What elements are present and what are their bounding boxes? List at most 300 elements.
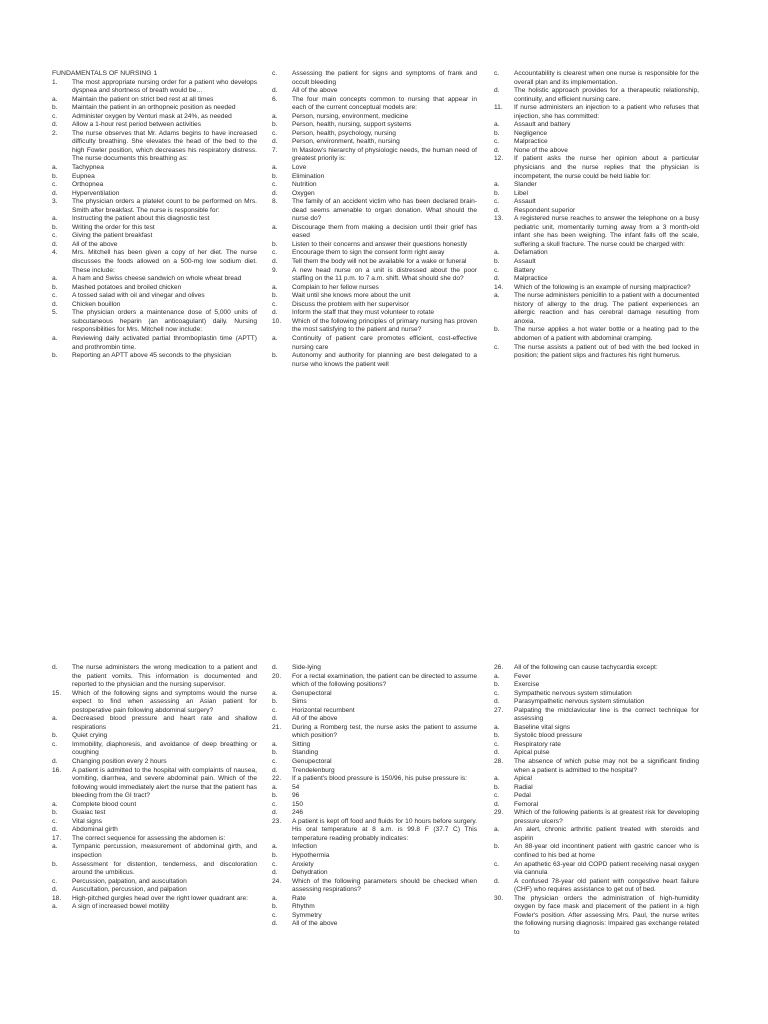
- answer-option: [494, 681, 699, 690]
- option-text: Autonomy and authority for planning are best delegated to a nurse who knows the patient well: [292, 352, 477, 368]
- option-letter: b.: [494, 681, 500, 689]
- option-letter: c.: [494, 70, 500, 77]
- question-text: The absence of which pulse may not be a significant finding when a patient is admitted to the hospital?: [514, 758, 699, 774]
- option-letter: d.: [52, 189, 58, 197]
- top-column-2: [272, 70, 477, 369]
- answer-option: [272, 861, 477, 870]
- option-letter: d.: [272, 920, 278, 928]
- question-text: If patient asks the nurse her opinion about a particular physicians and the nurse replies that the physician is incompetent, the nurse could be held liable for:: [514, 155, 699, 180]
- option-text: Tachypnea: [72, 164, 104, 172]
- answer-option: [52, 215, 257, 224]
- option-text: None of the above: [514, 146, 568, 154]
- option-text: All of the above: [292, 87, 338, 95]
- option-text: Respiratory rate: [514, 740, 561, 748]
- question-number: 7.: [272, 146, 278, 154]
- question-text: The family of an accident victim who has been declared brain-dead seems amenable to organ donation. What should the nurse do?: [292, 198, 477, 223]
- option-letter: d.: [494, 698, 500, 706]
- answer-option: [52, 664, 257, 690]
- question-number: 20.: [272, 672, 282, 680]
- answer-option: [494, 775, 699, 784]
- option-text: Discourage them from making a decision until their grief has eased: [292, 223, 477, 240]
- answer-option: [52, 715, 257, 732]
- question-number: 18.: [52, 894, 62, 902]
- question-text: High-pitched gurgles head over the right lower quadrant are:: [72, 894, 248, 902]
- answer-option: [272, 843, 477, 852]
- option-text: Oxygen: [292, 189, 315, 197]
- question-item: [272, 775, 477, 784]
- option-text: Defamation: [514, 249, 548, 257]
- option-text: Apical pulse: [514, 749, 550, 757]
- question-number: 17.: [52, 834, 62, 842]
- option-letter: c.: [494, 138, 500, 146]
- option-text: Horizontal recumbent: [292, 706, 355, 714]
- bottom-column-2: [272, 664, 477, 929]
- question-item: [52, 835, 257, 844]
- answer-option: [494, 784, 699, 793]
- option-letter: c.: [494, 792, 500, 800]
- option-text: Assessment for distention, tenderness, and discoloration around the umbilicus.: [72, 860, 257, 877]
- question-item: [52, 895, 257, 904]
- answer-option: [52, 861, 257, 878]
- option-letter: d.: [272, 809, 278, 817]
- question-text: Which of the following parameters should be checked when assessing respirations?: [292, 877, 477, 894]
- option-letter: c.: [272, 300, 278, 308]
- option-text: Sympathetic nervous system stimulation: [514, 689, 632, 697]
- option-text: Nutrition: [292, 181, 317, 189]
- answer-option: [494, 207, 699, 216]
- question-number: 13.: [494, 215, 504, 223]
- option-letter: a.: [494, 672, 500, 680]
- answer-option: [272, 335, 477, 352]
- question-number: 10.: [272, 317, 282, 325]
- question-item: [52, 249, 257, 275]
- option-text: Reporting an APTT above 45 seconds to the physician: [72, 352, 231, 360]
- option-text: Immobility, diaphoresis, and avoidance of deep breathing or coughing: [72, 740, 257, 757]
- answer-option: [272, 758, 477, 767]
- answer-option: [494, 190, 699, 199]
- option-text: Trendelenburg: [292, 766, 335, 774]
- option-letter: d.: [52, 758, 58, 766]
- option-letter: c.: [52, 181, 58, 189]
- option-text: Side-lying: [292, 664, 321, 671]
- option-text: Fever: [514, 672, 531, 680]
- answer-option: [494, 275, 699, 284]
- option-letter: b.: [52, 352, 58, 360]
- answer-option: [52, 886, 257, 895]
- question-item: [494, 104, 699, 121]
- question-item: [272, 96, 477, 113]
- question-number: 29.: [494, 809, 504, 817]
- option-text: The nurse applies a hot water bottle or a heating pad to the abdomen of a patient with abdominal cramping.: [514, 326, 699, 342]
- option-letter: b.: [52, 809, 58, 817]
- option-letter: a.: [494, 292, 500, 300]
- option-text: Maintain the patient on strict bed rest at all times: [72, 95, 214, 103]
- option-text: Standing: [292, 749, 319, 757]
- option-letter: a.: [272, 112, 278, 120]
- answer-option: [272, 784, 477, 793]
- option-letter: a.: [52, 334, 58, 342]
- answer-option: [272, 173, 477, 182]
- option-letter: c.: [52, 817, 58, 825]
- option-letter: c.: [272, 706, 278, 714]
- question-number: 8.: [272, 198, 278, 206]
- answer-option: [494, 130, 699, 139]
- option-letter: b.: [494, 258, 500, 266]
- option-letter: a.: [52, 215, 58, 223]
- option-letter: d.: [494, 146, 500, 154]
- option-letter: d.: [272, 715, 278, 723]
- option-letter: a.: [494, 249, 500, 257]
- option-text: Complain to her fellow nurses: [292, 283, 379, 291]
- option-text: All of the above: [292, 715, 338, 723]
- option-text: A ham and Swiss cheese sandwich on whole wheat bread: [72, 275, 242, 283]
- option-letter: b.: [494, 843, 500, 851]
- option-text: Hypothermia: [292, 852, 330, 860]
- option-letter: c.: [494, 343, 500, 351]
- option-text: Continuity of patient care promotes efficient, cost-effective nursing care: [292, 334, 477, 351]
- option-text: Genupectoral: [292, 689, 332, 697]
- option-text: Complete blood count: [72, 800, 137, 808]
- answer-option: [494, 749, 699, 758]
- answer-option: [494, 843, 699, 860]
- option-text: Infection: [292, 843, 317, 851]
- answer-option: [52, 96, 257, 105]
- option-letter: a.: [272, 740, 278, 748]
- option-text: The holistic approach provides for a therapeutic relationship, continuity, and efficient nursing care.: [514, 87, 699, 103]
- question-number: 28.: [494, 758, 504, 766]
- question-text: Which of the following patients is at greatest risk for developing pressure ulcers?: [514, 809, 699, 825]
- option-text: Discuss the problem with her supervisor: [292, 300, 409, 308]
- option-letter: c.: [494, 689, 500, 697]
- question-item: [494, 664, 699, 673]
- option-text: Eupnea: [72, 172, 95, 180]
- question-text: The physician orders a maintenance dose of 5,000 units of subcutaneous heparin (an anticoagulant) daily. Nursing responsibilities for Mrs. Mitchell now include:: [72, 309, 257, 334]
- option-letter: c.: [494, 740, 500, 748]
- option-letter: d.: [272, 189, 278, 197]
- question-number: 12.: [494, 155, 504, 163]
- option-letter: c.: [272, 860, 278, 868]
- question-number: 27.: [494, 706, 504, 714]
- option-letter: b.: [52, 283, 58, 291]
- answer-option: [272, 715, 477, 724]
- option-text: Auscultation, percussion, and palpation: [72, 886, 187, 894]
- option-text: Allow a 1-hour rest period between activities: [72, 121, 202, 129]
- option-text: Administer oxygen by Venturi mask at 24%, as needed: [72, 112, 232, 120]
- option-letter: a.: [494, 723, 500, 731]
- question-number: 2.: [52, 129, 58, 137]
- question-item: [272, 318, 477, 335]
- option-text: Percussion, palpation, and auscultation: [72, 877, 187, 885]
- option-letter: b.: [52, 223, 58, 231]
- question-number: 23.: [272, 817, 282, 825]
- answer-option: [494, 267, 699, 276]
- option-letter: b.: [272, 903, 278, 911]
- option-text: Libel: [514, 189, 528, 197]
- option-letter: c.: [494, 198, 500, 206]
- answer-option: [52, 190, 257, 199]
- question-text: Palpating the midclavicular line is the correct technique for assessing: [514, 706, 699, 723]
- answer-option: [272, 87, 477, 96]
- option-text: Encourage them to sign the consent form right away: [292, 249, 445, 257]
- answer-option: [52, 181, 257, 190]
- option-text: The nurse assists a patient out of bed with the bed locked in position; the patient slips and fractures his right humerus.: [514, 343, 699, 360]
- answer-option: [272, 164, 477, 173]
- option-text: Instructing the patient about this diagnostic test: [72, 215, 210, 223]
- option-text: Sitting: [292, 740, 311, 748]
- option-letter: a.: [494, 181, 500, 189]
- answer-option: [52, 878, 257, 887]
- answer-option: [272, 869, 477, 878]
- answer-option: [272, 809, 477, 818]
- option-letter: d.: [52, 664, 58, 671]
- option-letter: d.: [52, 240, 58, 248]
- question-text: Mrs. Mitchell has been given a copy of her diet. The nurse discusses the foods allowed on a 500-mg low sodium diet. These include:: [72, 249, 257, 274]
- option-letter: b.: [494, 732, 500, 740]
- option-text: 54: [292, 783, 300, 791]
- option-letter: d.: [272, 258, 278, 266]
- option-letter: d.: [494, 877, 500, 885]
- option-text: Maintain the patient in an orthopneic position as needed: [72, 104, 236, 112]
- question-text: If nurse administers an injection to a patient who refuses that injection, she has committed:: [514, 104, 699, 120]
- question-item: [494, 895, 699, 938]
- answer-option: [272, 749, 477, 758]
- option-text: Malpractice: [514, 138, 548, 146]
- answer-option: [272, 258, 477, 267]
- answer-option: [494, 792, 699, 801]
- option-letter: c.: [494, 266, 500, 274]
- option-text: Systolic blood pressure: [514, 732, 583, 740]
- question-text: The physician orders the administration of high-humidity oxygen by face mask and placement of the patient in a high Fowler's position. After assessing Mrs. Paul, the nurse writes the following nursing diagnosis: Impaired gas exchange related to: [514, 894, 699, 936]
- question-number: 11.: [494, 104, 503, 112]
- bottom-section: [0, 664, 768, 1024]
- option-text: Slander: [514, 181, 537, 189]
- option-text: 150: [292, 800, 304, 808]
- answer-option: [494, 344, 699, 361]
- option-letter: b.: [494, 129, 500, 137]
- bottom-column-1: [52, 664, 257, 912]
- question-item: [52, 690, 257, 716]
- question-number: 21.: [272, 723, 282, 731]
- question-text: A new head nurse on a unit is distressed about the poor staffing on the 11 p.m. to 7 a.m. shift. What should she do?: [292, 266, 477, 283]
- option-letter: d.: [494, 206, 500, 214]
- option-text: Love: [292, 164, 307, 172]
- answer-option: [272, 920, 477, 929]
- option-letter: a.: [272, 894, 278, 902]
- option-letter: a.: [52, 903, 58, 911]
- answer-option: [272, 130, 477, 139]
- option-letter: d.: [272, 138, 278, 146]
- option-letter: b.: [272, 792, 278, 800]
- option-text: Assault: [514, 198, 536, 206]
- option-letter: d.: [272, 309, 278, 317]
- question-item: [272, 818, 477, 844]
- option-text: Apical: [514, 775, 532, 783]
- answer-option: [272, 121, 477, 130]
- option-letter: c.: [52, 740, 58, 748]
- option-letter: b.: [272, 352, 278, 360]
- question-item: [52, 309, 257, 335]
- answer-option: [494, 724, 699, 733]
- option-text: All of the above: [72, 240, 118, 248]
- answer-option: [272, 801, 477, 810]
- option-letter: b.: [494, 326, 500, 334]
- answer-option: [272, 113, 477, 122]
- option-text: Accountability is clearest when one nurse is responsible for the overall plan and its implementation.: [514, 70, 699, 86]
- answer-option: [494, 673, 699, 682]
- option-text: Assessing the patient for signs and symptoms of frank and occult bleeding: [292, 70, 477, 86]
- option-text: Wait until she knows more about the unit: [292, 292, 411, 300]
- option-text: Anxiety: [292, 860, 314, 868]
- option-text: Hyperventilation: [72, 189, 120, 197]
- option-letter: a.: [52, 275, 58, 283]
- question-text: The four main concepts common to nursing that appear in each of the current conceptual models are:: [292, 95, 477, 112]
- option-letter: b.: [272, 852, 278, 860]
- option-letter: c.: [272, 800, 278, 808]
- answer-option: [272, 284, 477, 293]
- option-letter: a.: [272, 223, 278, 231]
- option-text: Malpractice: [514, 275, 548, 283]
- top-column-3: [494, 70, 699, 361]
- option-letter: a.: [272, 283, 278, 291]
- answer-option: [272, 852, 477, 861]
- answer-option: [494, 121, 699, 130]
- option-text: Changing position every 2 hours: [72, 758, 167, 766]
- answer-option: [52, 164, 257, 173]
- question-item: [272, 147, 477, 164]
- question-number: 3.: [52, 198, 58, 206]
- option-letter: a.: [52, 95, 58, 103]
- question-text: During a Romberg test, the nurse asks the patient to assume which position?: [292, 723, 477, 740]
- question-number: 4.: [52, 249, 58, 257]
- option-letter: d.: [52, 121, 58, 129]
- option-text: An 88-year old incontinent patient with gastric cancer who is confined to his bed at home: [514, 843, 699, 860]
- option-text: Vital signs: [72, 817, 102, 825]
- answer-option: [52, 113, 257, 122]
- answer-option: [52, 809, 257, 818]
- answer-option: [494, 249, 699, 258]
- answer-option: [272, 690, 477, 699]
- answer-option: [272, 224, 477, 241]
- question-item: [494, 215, 699, 249]
- option-letter: b.: [52, 104, 58, 112]
- answer-option: [272, 181, 477, 190]
- option-letter: d.: [52, 300, 58, 308]
- answer-option: [52, 173, 257, 182]
- answer-option: [52, 758, 257, 767]
- answer-option: [52, 121, 257, 130]
- answer-option: [494, 826, 699, 843]
- option-text: Person, environment, health, nursing: [292, 138, 400, 146]
- answer-option: [52, 732, 257, 741]
- question-item: [494, 284, 699, 293]
- option-text: Exercise: [514, 681, 540, 689]
- option-text: Pedal: [514, 792, 531, 800]
- option-text: Tell them the body will not be available for a wake or funeral: [292, 258, 467, 266]
- question-text: All of the following can cause tachycardia except:: [514, 664, 658, 671]
- option-letter: c.: [272, 249, 278, 257]
- option-letter: d.: [52, 886, 58, 894]
- top-column-1: [52, 70, 257, 361]
- option-letter: b.: [494, 189, 500, 197]
- option-text: Battery: [514, 266, 535, 274]
- answer-option: [272, 912, 477, 921]
- answer-option: [52, 284, 257, 293]
- option-text: An apathetic 63-year old COPD patient receiving nasal oxygen via cannula: [514, 860, 699, 877]
- answer-option: [52, 903, 257, 912]
- option-letter: d.: [272, 869, 278, 877]
- option-text: Rate: [292, 894, 306, 902]
- question-item: [494, 758, 699, 775]
- answer-option: [52, 335, 257, 352]
- option-letter: a.: [272, 783, 278, 791]
- option-text: Femoral: [514, 800, 539, 808]
- option-text: Sims: [292, 698, 307, 706]
- option-letter: d.: [494, 87, 500, 95]
- document-title: FUNDAMENTALS OF NURSING 1: [52, 70, 158, 77]
- option-text: Genupectoral: [292, 758, 332, 766]
- option-letter: a.: [494, 775, 500, 783]
- option-letter: b.: [52, 732, 58, 740]
- answer-option: [52, 801, 257, 810]
- option-letter: d.: [494, 275, 500, 283]
- answer-option: [272, 741, 477, 750]
- option-text: Mashed potatoes and broiled chicken: [72, 283, 182, 291]
- option-letter: c.: [494, 860, 500, 868]
- question-text: A patient is admitted to the hospital with complaints of nausea, vomiting, diarrhea, and severe abdominal pain. Which of the following would immediately alert the nurse that the patient has bleeding from the GI tract?: [72, 766, 257, 800]
- question-text: The nurse observes that Mr. Adams begins to have increased difficulty breathing. She elevates the head of the bed to the high Fowler position, which decreases his respiratory distress. The nurse documents this breathing as:: [72, 129, 257, 163]
- answer-option: [272, 309, 477, 318]
- option-letter: c.: [52, 292, 58, 300]
- answer-option: [272, 707, 477, 716]
- top-section: [0, 70, 768, 520]
- option-text: Elimination: [292, 172, 325, 180]
- question-number: 30.: [494, 894, 504, 902]
- question-text: A registered nurse reaches to answer the telephone on a busy pediatric unit, momentarily turning away from a 3 month-old infant she has been weighing. The infant falls off the scale, suffering a skull fracture. The nurse could be charged with:: [514, 215, 699, 248]
- answer-option: [494, 292, 699, 326]
- option-text: Inform the staff that they must volunteer to rotate: [292, 309, 435, 317]
- answer-option: [272, 138, 477, 147]
- question-number: 22.: [272, 775, 282, 783]
- question-item: [52, 198, 257, 215]
- option-letter: a.: [52, 843, 58, 851]
- option-letter: b.: [272, 698, 278, 706]
- option-text: Person, health, nursing, support systems: [292, 121, 412, 129]
- answer-option: [494, 741, 699, 750]
- option-text: Decreased blood pressure and heart rate and shallow respirations: [72, 715, 257, 731]
- answer-option: [52, 826, 257, 835]
- option-text: Chicken bouillon: [72, 300, 121, 308]
- question-item: [494, 707, 699, 724]
- option-text: Symmetry: [292, 911, 322, 919]
- option-letter: d.: [272, 87, 278, 95]
- option-text: Writing the order for this test: [72, 223, 155, 231]
- question-number: 6.: [272, 95, 278, 103]
- option-letter: c.: [52, 877, 58, 885]
- option-text: Abdominal girth: [72, 826, 118, 834]
- option-text: Person, nursing, environment, medicine: [292, 112, 409, 120]
- question-text: Which of the following principles of primary nursing has proven the most satisfying to the patient and nurse?: [292, 317, 477, 334]
- answer-option: [272, 292, 477, 301]
- answer-option: [494, 878, 699, 895]
- option-text: Parasympathetic nervous system stimulation: [514, 698, 645, 706]
- option-letter: c.: [272, 911, 278, 919]
- option-text: An alert, chronic arthritic patient treated with steroids and aspirin: [514, 826, 699, 842]
- answer-option: [494, 181, 699, 190]
- answer-option: [52, 301, 257, 310]
- answer-option: [272, 792, 477, 801]
- question-text: If a patient's blood pressure is 150/96, his pulse pressure is:: [292, 775, 467, 783]
- answer-option: [494, 147, 699, 156]
